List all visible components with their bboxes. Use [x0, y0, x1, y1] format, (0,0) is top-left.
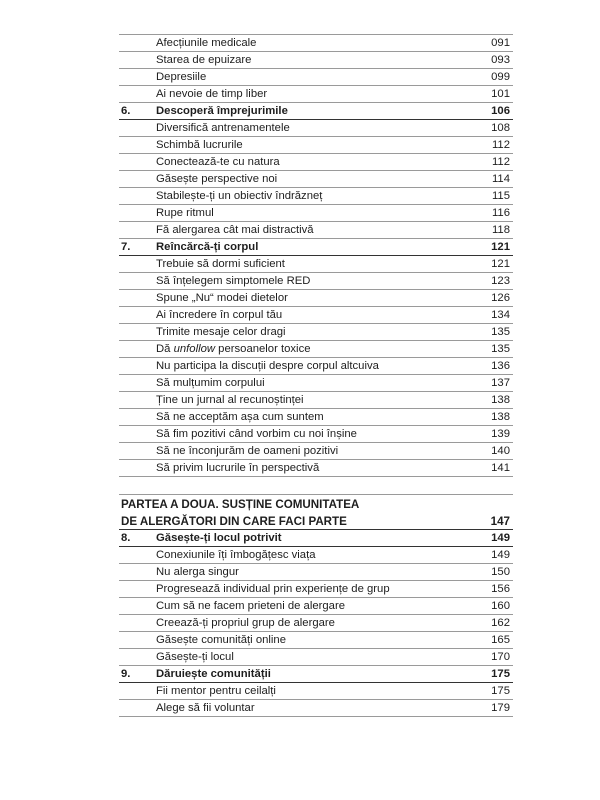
entry-title-prefix: Dă	[156, 343, 174, 355]
chapter-heading	[119, 103, 513, 120]
entry-page: 138	[491, 411, 510, 423]
chapter-number: 6.	[121, 105, 131, 117]
toc-entry	[119, 460, 513, 477]
toc-entry	[119, 188, 513, 205]
toc-entry	[119, 307, 513, 324]
part-page: 147	[490, 515, 510, 528]
toc-entry	[119, 700, 513, 717]
entry-title: Ține un jurnal al recunoștinței	[156, 394, 304, 406]
toc-entry	[119, 683, 513, 700]
entry-page: 108	[491, 122, 510, 134]
entry-title: Spune „Nu“ modei dietelor	[156, 292, 288, 304]
entry-page: 149	[491, 549, 510, 561]
chapter-number: 8.	[121, 532, 131, 544]
chapter-title: Reîncărcă-ți corpul	[156, 241, 259, 253]
entry-page: 134	[491, 309, 510, 321]
toc-entry	[119, 409, 513, 426]
chapter-number: 9.	[121, 668, 131, 680]
toc-entry	[119, 341, 513, 358]
toc-entry	[119, 256, 513, 273]
entry-title: Progresează individual prin experiențe de grup	[156, 583, 390, 595]
entry-title: Ai încredere în corpul tău	[156, 309, 283, 321]
entry-title: Creează-ți propriul grup de alergare	[156, 617, 335, 629]
toc-entry	[119, 564, 513, 581]
entry-page: 150	[491, 566, 510, 578]
toc-entry	[119, 581, 513, 598]
toc-entry	[119, 426, 513, 443]
toc-entry	[119, 632, 513, 649]
entry-title: Fii mentor pentru ceilalți	[156, 685, 276, 697]
table-of-contents	[119, 34, 513, 717]
toc-entry	[119, 205, 513, 222]
entry-page: 165	[491, 634, 510, 646]
entry-title: Nu participa la discuții despre corpul altcuiva	[156, 360, 379, 372]
entry-title: Să ne acceptăm așa cum suntem	[156, 411, 324, 423]
toc-entry	[119, 86, 513, 103]
entry-page: 179	[491, 702, 510, 714]
toc-entry	[119, 52, 513, 69]
chapter-heading	[119, 530, 513, 547]
entry-page: 112	[491, 139, 510, 151]
toc-entry	[119, 358, 513, 375]
entry-title: Găsește comunități online	[156, 634, 286, 646]
toc-entry	[119, 375, 513, 392]
entry-page: 162	[491, 617, 510, 629]
entry-title: Afecțiunile medicale	[156, 37, 257, 49]
entry-title: Diversifică antrenamentele	[156, 122, 290, 134]
entry-page: 093	[491, 54, 510, 66]
entry-page: 139	[491, 428, 510, 440]
entry-page: 141	[491, 462, 510, 474]
entry-page: 099	[491, 71, 510, 83]
entry-title: Trebuie să dormi suficient	[156, 258, 285, 270]
chapter-page: 175	[491, 668, 510, 680]
chapter-title: Dăruiește comunității	[156, 668, 271, 680]
toc-entry	[119, 35, 513, 52]
entry-title: Să fim pozitivi când vorbim cu noi înșine	[156, 428, 357, 440]
entry-title: Rupe ritmul	[156, 207, 214, 219]
entry-page: 123	[491, 275, 510, 287]
entry-title: Ai nevoie de timp liber	[156, 88, 268, 100]
entry-title: Nu alerga singur	[156, 566, 239, 578]
chapter-page: 121	[491, 241, 510, 253]
toc-entry	[119, 392, 513, 409]
entry-page: 126	[491, 292, 510, 304]
chapter-heading	[119, 666, 513, 683]
entry-page: 115	[491, 190, 510, 202]
entry-title: Stabilește-ți un obiectiv îndrăzneț	[156, 190, 323, 202]
entry-title	[156, 341, 311, 357]
entry-page: 112	[491, 156, 510, 168]
toc-entry	[119, 171, 513, 188]
entry-page: 135	[491, 326, 510, 338]
entry-title: Cum să ne facem prieteni de alergare	[156, 600, 346, 612]
entry-page: 114	[491, 173, 510, 185]
part-heading	[119, 495, 513, 530]
toc-entry	[119, 222, 513, 239]
toc-entry	[119, 443, 513, 460]
chapter-number: 7.	[121, 241, 131, 253]
entry-title: Trimite mesaje celor dragi	[156, 326, 286, 338]
entry-page: 175	[491, 685, 510, 697]
toc-entry	[119, 324, 513, 341]
toc-entry	[119, 154, 513, 171]
entry-page: 101	[491, 88, 510, 100]
entry-title-suffix: persoanelor toxice	[215, 343, 311, 355]
entry-page: 135	[491, 343, 510, 355]
toc-entry	[119, 290, 513, 307]
chapter-page: 149	[491, 532, 510, 544]
entry-title: Conectează-te cu natura	[156, 156, 280, 168]
entry-title: Fă alergarea cât mai distractivă	[156, 224, 314, 236]
toc-entry	[119, 649, 513, 666]
entry-title: Găsește-ți locul	[156, 651, 234, 663]
entry-title-italic: unfollow	[173, 343, 216, 355]
part-title-line2: DE ALERGĂTORI DIN CARE FACI PARTE	[121, 515, 347, 528]
entry-title: Să mulțumim corpului	[156, 377, 265, 389]
chapter-page: 106	[491, 105, 510, 117]
entry-page: 091	[491, 37, 510, 49]
entry-page: 140	[491, 445, 510, 457]
entry-page: 156	[491, 583, 510, 595]
toc-entry	[119, 547, 513, 564]
entry-title: Alege să fii voluntar	[156, 702, 255, 714]
entry-title: Schimbă lucrurile	[156, 139, 243, 151]
section-spacer	[119, 477, 513, 495]
entry-title: Conexiunile îți îmbogățesc viața	[156, 549, 316, 561]
chapter-title: Descoperă împrejurimile	[156, 105, 288, 117]
entry-page: 121	[491, 258, 510, 270]
entry-page: 118	[491, 224, 510, 236]
entry-title: Găsește perspective noi	[156, 173, 278, 185]
entry-page: 138	[491, 394, 510, 406]
entry-page: 160	[491, 600, 510, 612]
entry-title: Să privim lucrurile în perspectivă	[156, 462, 320, 474]
entry-page: 116	[491, 207, 510, 219]
toc-entry	[119, 273, 513, 290]
toc-entry	[119, 120, 513, 137]
entry-page: 136	[491, 360, 510, 372]
part-title-line1: PARTEA A DOUA. SUSȚINE COMUNITATEA	[121, 498, 360, 511]
toc-entry	[119, 137, 513, 154]
chapter-heading	[119, 239, 513, 256]
entry-title: Depresiile	[156, 71, 207, 83]
entry-page: 170	[491, 651, 510, 663]
entry-title: Starea de epuizare	[156, 54, 252, 66]
entry-title: Să înțelegem simptomele RED	[156, 275, 311, 287]
entry-page: 137	[491, 377, 510, 389]
toc-entry	[119, 615, 513, 632]
toc-entry	[119, 69, 513, 86]
entry-title: Să ne înconjurăm de oameni pozitivi	[156, 445, 339, 457]
toc-entry	[119, 598, 513, 615]
chapter-title: Găsește-ți locul potrivit	[156, 532, 282, 544]
